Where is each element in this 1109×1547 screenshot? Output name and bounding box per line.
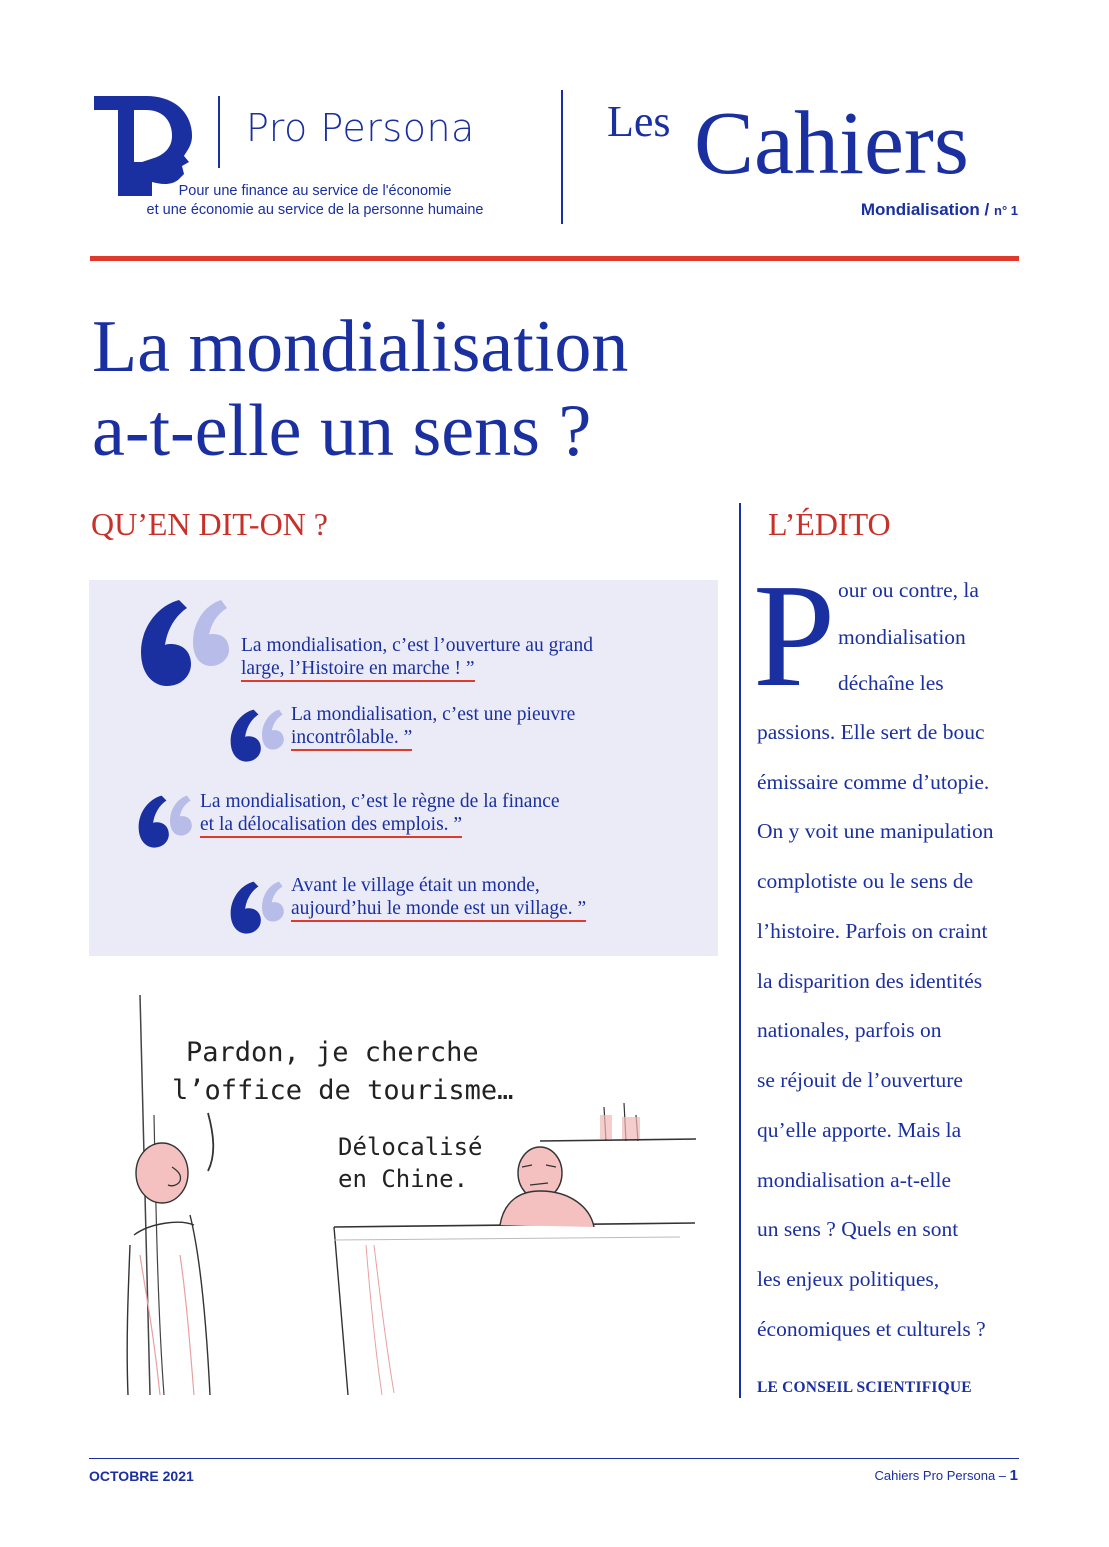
- edito-column-rule: [739, 503, 741, 1398]
- quote-line-1: Avant le village était un monde,: [291, 875, 540, 896]
- edito-line: un sens ? Quels en sont: [757, 1217, 959, 1241]
- brand-tagline: [120, 182, 510, 220]
- series-large-label: Cahiers: [694, 94, 969, 193]
- quote-open-icon: [227, 706, 285, 764]
- footer-date: OCTOBRE 2021: [89, 1468, 194, 1484]
- issue-number: n° 1: [994, 203, 1018, 218]
- tagline-line-1: Pour une finance au service de l'économie: [178, 183, 452, 199]
- issue-info: [861, 200, 1018, 220]
- header-divider: [561, 90, 563, 224]
- quote-line-2: aujourd’hui le monde est un village. ”: [291, 898, 586, 922]
- edito-line: mondialisation: [838, 625, 966, 649]
- edito-line: se réjouit de l’ouverture: [757, 1068, 963, 1092]
- edito-line: qu’elle apporte. Mais la: [757, 1118, 962, 1142]
- quote-line-2: large, l’Histoire en marche ! ”: [241, 658, 475, 682]
- edito-line: la disparition des identités: [757, 969, 983, 993]
- issue-topic: Mondialisation: [860, 200, 980, 219]
- page-title: [92, 305, 892, 473]
- title-line-1: La mondialisation: [92, 306, 629, 388]
- cartoon-speech-1-line-2: l’office de tourisme…: [172, 1075, 514, 1106]
- footer-publication-name: Cahiers Pro Persona –: [874, 1468, 1007, 1483]
- edito-heading: L’ÉDITO: [768, 506, 891, 542]
- quote-line-1: La mondialisation, c’est une pieuvre: [291, 704, 576, 725]
- cartoon-illustration: [120, 995, 710, 1400]
- header-red-rule: [90, 256, 1019, 261]
- issue-separator: /: [984, 200, 990, 219]
- quotes-box: [89, 580, 718, 956]
- edito-line: économiques et culturels ?: [757, 1317, 986, 1341]
- quote-open-icon: [227, 878, 285, 936]
- edito-line: complotiste ou le sens de: [757, 869, 974, 893]
- edito-line: On y voit une manipulation: [757, 819, 994, 843]
- quote-line-1: La mondialisation, c’est l’ouverture au grand: [241, 635, 593, 656]
- tagline-line-2: et une économie au service de la personne humaine: [146, 202, 484, 218]
- edito-line: déchaîne les: [838, 671, 944, 695]
- edito-line: les enjeux politiques,: [757, 1267, 940, 1291]
- edito-line: l’histoire. Parfois on craint: [757, 919, 988, 943]
- quotes-section-heading: QU’EN DIT-ON ?: [91, 506, 328, 542]
- logo-divider: [218, 96, 220, 168]
- footer-rule: [89, 1458, 1019, 1459]
- edito-line: passions. Elle sert de bouc: [757, 720, 985, 744]
- quote-open-icon: [135, 594, 231, 690]
- edito-signature: LE CONSEIL SCIENTIFIQUE: [757, 1379, 972, 1396]
- pro-persona-logo-icon: [94, 96, 194, 196]
- series-small-label: Les: [607, 97, 671, 146]
- quote-line-2: et la délocalisation des emplois. ”: [200, 814, 462, 838]
- edito-line: mondialisation a-t-elle: [757, 1168, 952, 1192]
- footer-publication: [875, 1467, 1018, 1484]
- cartoon-speech-2-line-1: Délocalisé: [338, 1133, 483, 1161]
- quote-open-icon: [135, 792, 193, 850]
- page-number: 1: [1009, 1467, 1018, 1484]
- cartoon-speech-2-line-2: en Chine.: [338, 1165, 469, 1193]
- brand-name: Pro Persona: [246, 106, 475, 150]
- cartoon-speech-1-line-1: Pardon, je cherche: [186, 1037, 479, 1068]
- edito-drop-cap: P: [753, 554, 836, 718]
- title-line-2: a-t-elle un sens ?: [92, 390, 592, 472]
- edito-line: our ou contre, la: [838, 578, 979, 602]
- quote-line-1: La mondialisation, c’est le règne de la finance: [200, 791, 560, 812]
- edito-line: émissaire comme d’utopie.: [757, 770, 990, 794]
- edito-line: nationales, parfois on: [757, 1018, 942, 1042]
- quote-line-2: incontrôlable. ”: [291, 727, 412, 751]
